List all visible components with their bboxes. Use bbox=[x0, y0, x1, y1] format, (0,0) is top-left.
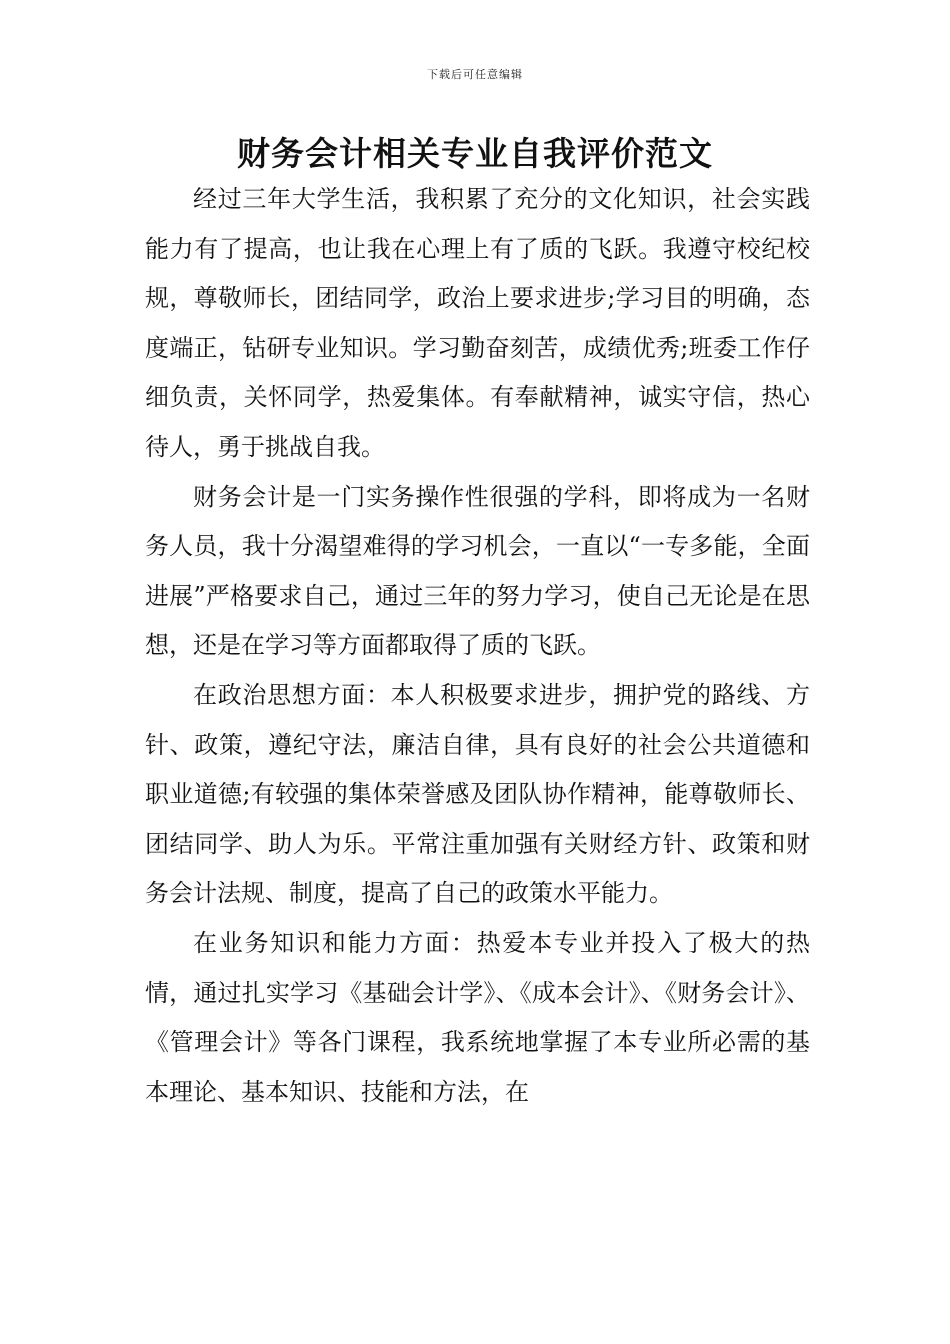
document-body bbox=[145, 175, 810, 1117]
document-title: 财务会计相关专业自我评价范文 bbox=[237, 134, 713, 173]
header-note: 下载后可任意编辑 bbox=[427, 68, 523, 81]
paragraph: 在业务知识和能力方面：热爱本专业并投入了极大的热情，通过扎实学习《基础会计学》、《成本会计》、《财务会计》、《管理会计》等各门课程，我系统地掌握了本专业所必需的基本理论、基本知识、技能和方法，在 bbox=[145, 928, 810, 1106]
paragraph: 在政治思想方面：本人积极要求进步，拥护党的路线、方针、政策，遵纪守法，廉洁自律，具有良好的社会公共道德和职业道德;有较强的集体荣誉感及团队协作精神，能尊敬师长、团结同学、助人为乐。平常注重加强有关财经方针、政策和财务会计法规、制度，提高了自己的政策水平能力。 bbox=[145, 680, 810, 908]
paragraph: 经过三年大学生活，我积累了充分的文化知识，社会实践能力有了提高，也让我在心理上有了质的飞跃。我遵守校纪校规，尊敬师长，团结同学，政治上要求进步;学习目的明确，态度端正，钻研专业知识。学习勤奋刻苦，成绩优秀;班委工作仔细负责，关怀同学，热爱集体。有奉献精神，诚实守信，热心待人，勇于挑战自我。 bbox=[145, 185, 810, 461]
paragraph: 财务会计是一门实务操作性很强的学科，即将成为一名财务人员，我十分渴望难得的学习机会，一直以“一专多能，全面进展”严格要求自己，通过三年的努力学习，使自己无论是在思想，还是在学习等方面都取得了质的飞跃。 bbox=[145, 482, 810, 660]
